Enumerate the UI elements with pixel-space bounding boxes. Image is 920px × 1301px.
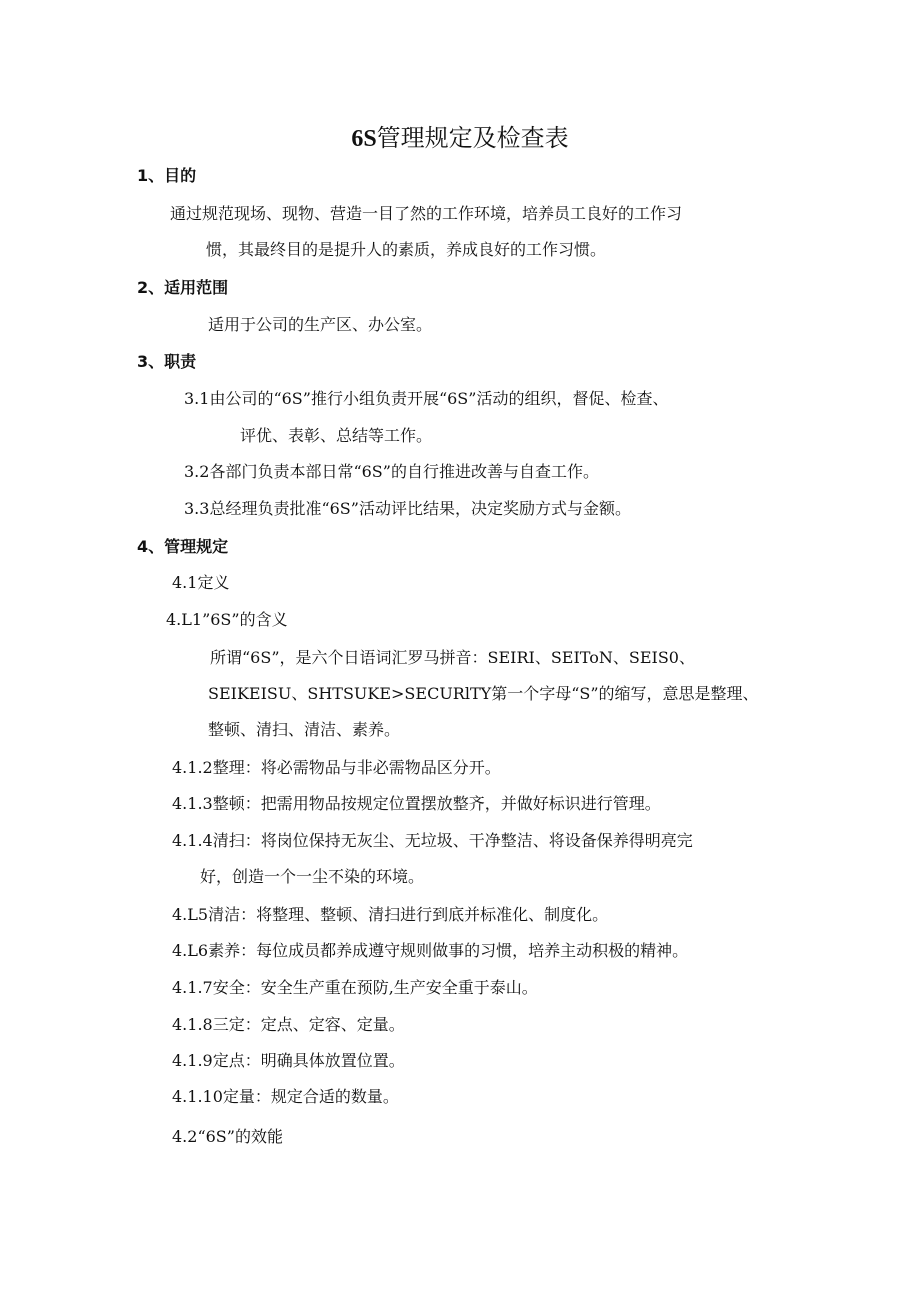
section-heading-scope: 2、适用范围 xyxy=(137,278,229,297)
paragraph-line: 4.L5清洁：将整理、整顿、清扫进行到底并标准化、制度化。 xyxy=(172,905,609,924)
paragraph-line: 4.1.10定量：规定合适的数量。 xyxy=(172,1087,399,1106)
page-title xyxy=(0,126,920,151)
paragraph-line: 评优、表彰、总结等工作。 xyxy=(240,426,433,445)
paragraph-line: 3.1由公司的“6S”推行小组负责开展“6S”活动的组织，督促、检查、 xyxy=(184,389,669,408)
paragraph-line: 4.L6素养：每位成员都养成遵守规则做事的习惯，培养主动积极的精神。 xyxy=(172,941,689,960)
section-heading-purpose: 1、目的 xyxy=(137,166,197,185)
paragraph-line: 3.3总经理负责批准“6S”活动评比结果，决定奖励方式与金额。 xyxy=(184,499,631,518)
paragraph-line: 3.2各部门负责本部日常“6S”的自行推进改善与自查工作。 xyxy=(184,462,599,481)
paragraph-line: 4.1定义 xyxy=(172,573,230,592)
paragraph-line: 4.1.8三定：定点、定容、定量。 xyxy=(172,1015,405,1034)
paragraph-line: 4.1.3整顿：把需用物品按规定位置摆放整齐，并做好标识进行管理。 xyxy=(172,794,661,813)
paragraph-line: 4.1.7安全：安全生产重在预防,生产安全重于泰山。 xyxy=(172,978,538,997)
paragraph-line: 所谓“6S”，是六个日语词汇罗马拼音：SEIRI、SEIToN、SEIS0、 xyxy=(210,648,695,667)
paragraph-line: 4.L1”6S”的含义 xyxy=(166,610,288,629)
paragraph-line: SEIKEISU、SHTSUKE>SECURlTY第一个字母“S”的缩写，意思是整理、 xyxy=(208,684,759,703)
section-heading-responsibilities: 3、职责 xyxy=(137,352,197,371)
paragraph-line: 4.1.9定点：明确具体放置位置。 xyxy=(172,1051,405,1070)
paragraph-line: 通过规范现场、现物、营造一目了然的工作环境，培养员工良好的工作习 xyxy=(170,204,683,223)
paragraph-line: 适用于公司的生产区、办公室。 xyxy=(208,315,433,334)
paragraph-line: 4.1.2整理：将必需物品与非必需物品区分开。 xyxy=(172,758,501,777)
page-title-text: 管理规定及检查表 xyxy=(376,124,569,152)
paragraph-line: 整顿、清扫、清洁、素养。 xyxy=(208,720,401,739)
paragraph-line: 惯，其最终目的是提升人的素质，养成良好的工作习惯。 xyxy=(206,240,607,259)
paragraph-line: 好，创造一个一尘不染的环境。 xyxy=(200,867,425,886)
paragraph-line: 4.2“6S”的效能 xyxy=(172,1127,283,1146)
section-heading-regulations: 4、管理规定 xyxy=(137,537,229,556)
paragraph-line: 4.1.4清扫：将岗位保持无灰尘、无垃圾、干净整洁、将设备保养得明亮完 xyxy=(172,831,693,850)
page-title-latin: 6S xyxy=(351,126,377,152)
